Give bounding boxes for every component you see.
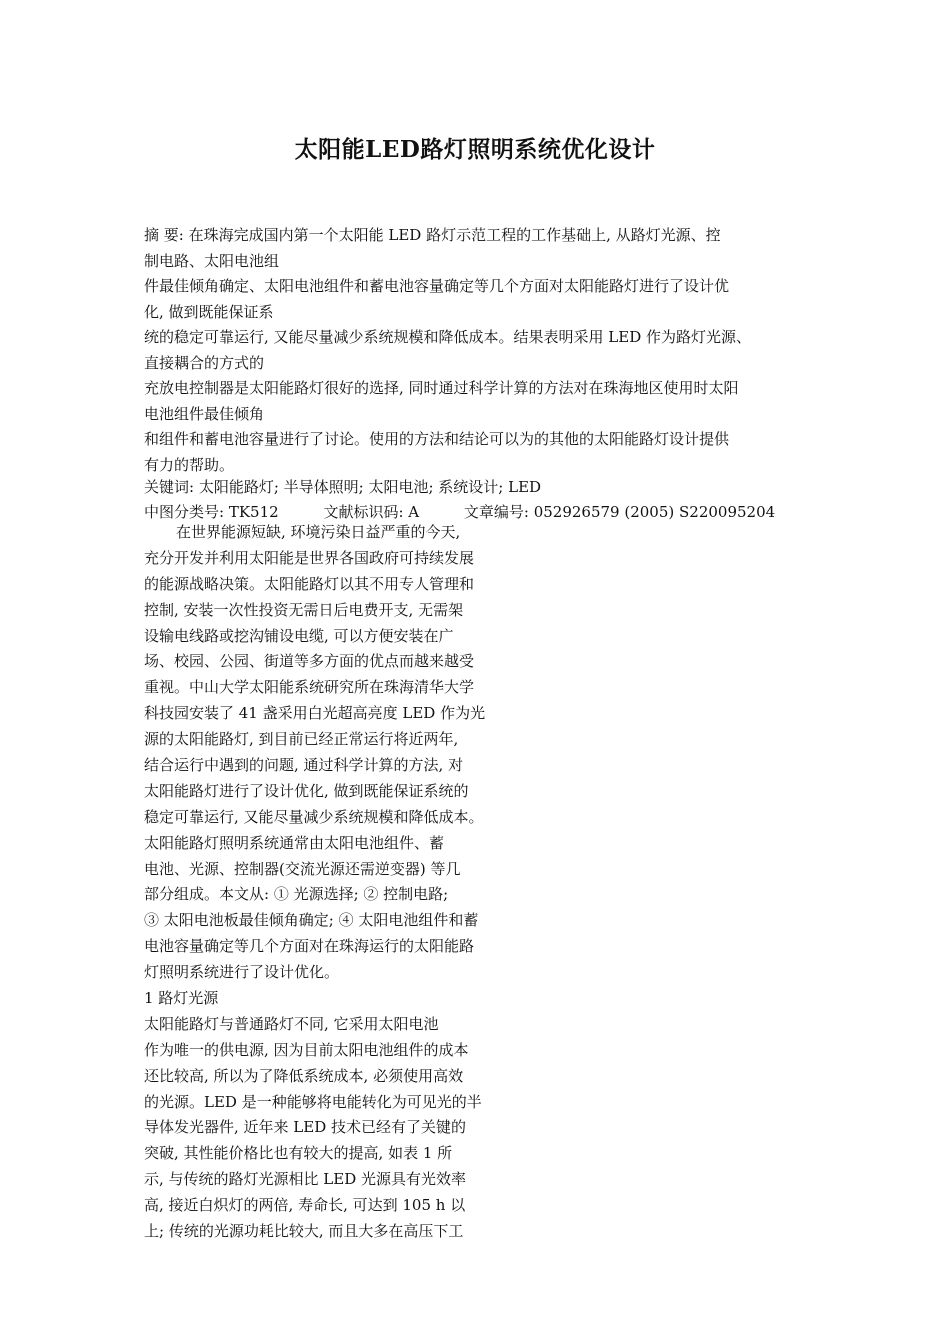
body-line: 电池、光源、控制器(交流光源还需逆变器) 等几 — [144, 859, 461, 878]
abstract-line: 制电路、太阳电池组 — [144, 251, 280, 270]
abstract-line: 件最佳倾角确定、太阳电池组件和蓄电池容量确定等几个方面对太阳能路灯进行了设计优 — [144, 277, 730, 295]
body-line: 突破, 其性能价格比也有较大的提高, 如表 1 所 — [144, 1144, 453, 1163]
body-line: 源的太阳能路灯, 到目前已经正常运行将近两年, — [144, 730, 459, 749]
paper-title: 太阳能LED路灯照明系统优化设计 — [294, 136, 656, 163]
body-text — [144, 520, 524, 1245]
body-line: 导体发光器件, 近年来 LED 技术已经有了关键的 — [144, 1118, 467, 1137]
body-line: 设输电线路或挖沟铺设电缆, 可以方便安装在广 — [144, 626, 454, 645]
body-line: 稳定可靠运行, 又能尽量减少系统规模和降低成本。 — [144, 807, 484, 826]
body-line: 控制, 安装一次性投资无需日后电费开支, 无需架 — [144, 600, 464, 619]
body-line: 在世界能源短缺, 环境污染日益严重的今天, — [176, 523, 461, 541]
abstract — [144, 223, 834, 478]
body-line: 还比较高, 所以为了降低系统成本, 必须使用高效 — [144, 1066, 464, 1085]
clc-number: 中图分类号: TK512 — [144, 503, 279, 521]
abstract-line: 有力的帮助。 — [144, 455, 235, 474]
abstract-line: 摘 要: 在珠海完成国内第一个太阳能 LED 路灯示范工程的工作基础上, 从路灯光源、控 — [144, 226, 721, 244]
body-line: 的光源。LED 是一种能够将电能转化为可见光的半 — [144, 1092, 482, 1111]
abstract-line: 直接耦合的方式的 — [144, 353, 265, 372]
body-line: 太阳能路灯与普通路灯不同, 它采用太阳电池 — [144, 1014, 439, 1033]
body-line: 灯照明系统进行了设计优化。 — [144, 963, 340, 982]
body-line: 充分开发并利用太阳能是世界各国政府可持续发展 — [144, 548, 475, 567]
section-heading: 1 路灯光源 — [144, 989, 219, 1008]
body-line: 太阳能路灯进行了设计优化, 做到既能保证系统的 — [144, 781, 469, 800]
abstract-line: 化, 做到既能保证系 — [144, 302, 274, 321]
article-number: 文章编号: 052926579 (2005) S220095204 — [463, 503, 776, 521]
body-line: 场、校园、公园、街道等多方面的优点而越来越受 — [144, 652, 475, 671]
body-line: 结合运行中遇到的问题, 通过科学计算的方法, 对 — [144, 756, 464, 775]
abstract-line: 和组件和蓄电池容量进行了讨论。使用的方法和结论可以为的其他的太阳能路灯设计提供 — [144, 430, 730, 448]
body-line: 高, 接近白炽灯的两倍, 寿命长, 可达到 105 h 以 — [144, 1196, 466, 1215]
classification-line — [144, 501, 775, 522]
body-line: 作为唯一的供电源, 因为目前太阳电池组件的成本 — [144, 1040, 469, 1059]
abstract-line: 充放电控制器是太阳能路灯很好的选择, 同时通过科学计算的方法对在珠海地区使用时太阳 — [144, 379, 739, 397]
document-code: 文献标识码: A — [323, 503, 420, 521]
body-line: 上; 传统的光源功耗比较大, 而且大多在高压下工 — [144, 1222, 464, 1241]
abstract-line: 电池组件最佳倾角 — [144, 404, 265, 423]
body-line: 示, 与传统的路灯光源相比 LED 光源具有光效率 — [144, 1170, 467, 1189]
body-line: 科技园安装了 41 盏采用白光超高亮度 LED 作为光 — [144, 704, 486, 723]
body-line: 重视。中山大学太阳能系统研究所在珠海清华大学 — [144, 678, 475, 697]
body-line: 的能源战略决策。太阳能路灯以其不用专人管理和 — [144, 574, 475, 593]
body-line: 电池容量确定等几个方面对在珠海运行的太阳能路 — [144, 937, 475, 956]
abstract-line: 统的稳定可靠运行, 又能尽量减少系统规模和降低成本。结果表明采用 LED 作为路灯光源、 — [144, 328, 752, 346]
keywords: 关键词: 太阳能路灯; 半导体照明; 太阳电池; 系统设计; LED — [144, 478, 542, 496]
body-line: ③ 太阳电池板最佳倾角确定; ④ 太阳电池组件和蓄 — [144, 911, 479, 930]
body-line: 部分组成。本文从: ① 光源选择; ② 控制电路; — [144, 885, 449, 904]
body-line: 太阳能路灯照明系统通常由太阳电池组件、蓄 — [144, 833, 445, 852]
